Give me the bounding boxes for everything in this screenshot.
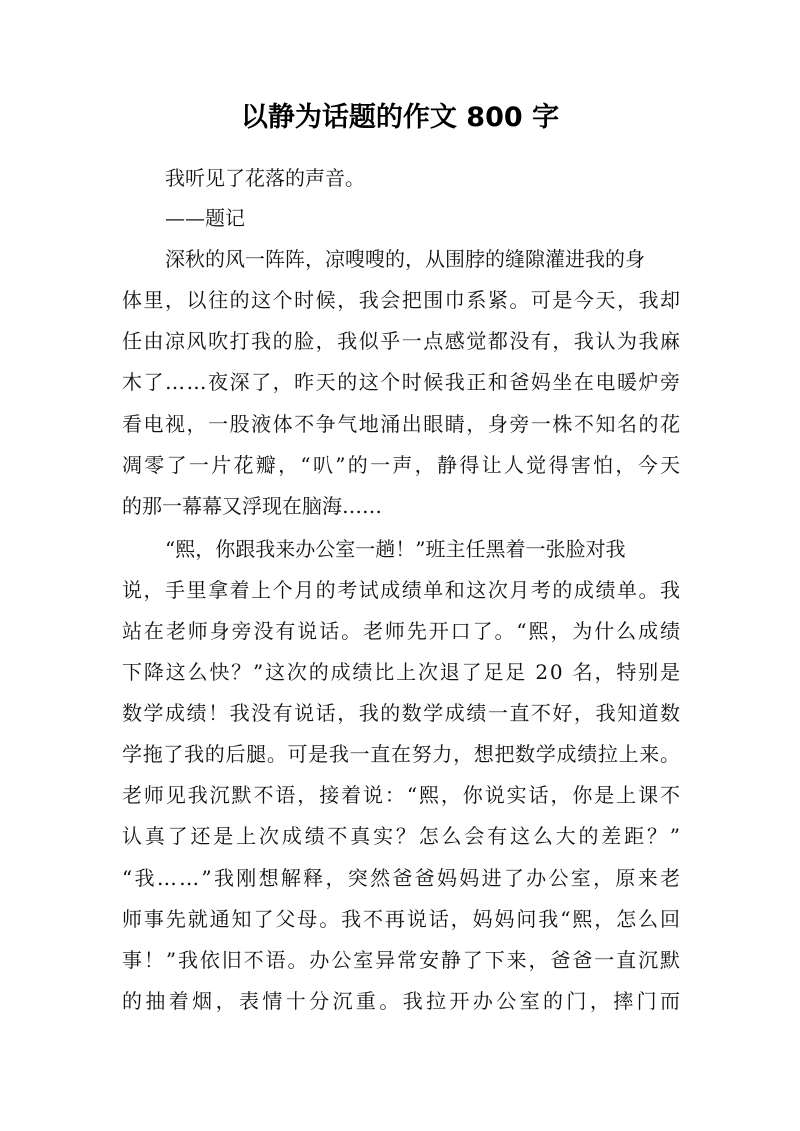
body-line-text: “熙，你跟我来办公室一趟！”班主任黑着一张脸对我	[165, 537, 626, 561]
body-line-text: 任由凉风吹打我的脸，我似乎一点感觉都没有，我认为我麻	[122, 329, 682, 353]
body-line	[0, 775, 800, 815]
body-line	[0, 570, 800, 610]
body-line-text: 站在老师身旁没有说话。老师先开口了。“熙，为什么成绩	[122, 619, 682, 643]
body-line-text: 学拖了我的后腿。可是我一直在努力，想把数学成绩拉上来。	[122, 742, 681, 766]
body-line-text: 看电视，一股液体不争气地涌出眼睛，身旁一株不知名的花	[122, 412, 682, 436]
body-line-text: 深秋的风一阵阵，凉嗖嗖的，从围脖的缝隙灌进我的身	[165, 247, 645, 271]
body-line-text: 事！”我依旧不语。办公室异常安静了下来，爸爸一直沉默	[122, 948, 682, 972]
body-line-text: 木了……夜深了，昨天的这个时候我正和爸妈坐在电暖炉旁	[122, 370, 682, 394]
body-line-text: “我……”我刚想解释，突然爸爸妈妈进了办公室，原来老	[122, 866, 683, 890]
body-line-text: 下降这么快？”这次的成绩比上次退了足足 20 名，特别是	[122, 660, 682, 684]
body-line	[0, 239, 800, 279]
body-line	[0, 280, 800, 320]
body-line	[0, 404, 800, 444]
body-line	[0, 940, 800, 980]
body-line	[0, 858, 800, 898]
body-line	[0, 652, 800, 692]
body-line	[0, 445, 800, 485]
body-line	[0, 816, 800, 856]
body-line	[0, 693, 800, 733]
body-line-text: 数学成绩！我没有说话，我的数学成绩一直不好，我知道数	[122, 701, 682, 725]
body-line	[0, 486, 800, 526]
body-line	[0, 321, 800, 361]
body-line	[0, 734, 800, 774]
body-line-text: 说，手里拿着上个月的考试成绩单和这次月考的成绩单。我	[122, 578, 682, 602]
body-line	[0, 198, 800, 238]
body-line-text: 师事先就通知了父母。我不再说话，妈妈问我“熙，怎么回	[122, 907, 682, 931]
body-line-text: 我听见了花落的声音。	[165, 166, 365, 190]
body-line	[0, 899, 800, 939]
body-line	[0, 611, 800, 651]
body-line-text: 的那一幕幕又浮现在脑海……	[122, 494, 382, 518]
body-line	[0, 981, 800, 1021]
body-line-text: 的抽着烟，表情十分沉重。我拉开办公室的门，摔门而	[122, 989, 684, 1013]
body-line	[0, 158, 800, 198]
body-line-text: 体里，以往的这个时候，我会把围巾系紧。可是今天，我却	[122, 288, 682, 312]
body-line-text: 认真了还是上次成绩不真实？怎么会有这么大的差距？”	[122, 824, 683, 848]
body-line-text: ——题记	[165, 206, 245, 230]
body-line-text: 老师见我沉默不语，接着说：“熙，你说实话，你是上课不	[122, 783, 682, 807]
body-line	[0, 362, 800, 402]
body-line	[0, 529, 800, 569]
body-line-text: 凋零了一片花瓣，“叭”的一声，静得让人觉得害怕，今天	[122, 453, 683, 477]
document-title: 以静为话题的作文 800 字	[240, 102, 560, 133]
